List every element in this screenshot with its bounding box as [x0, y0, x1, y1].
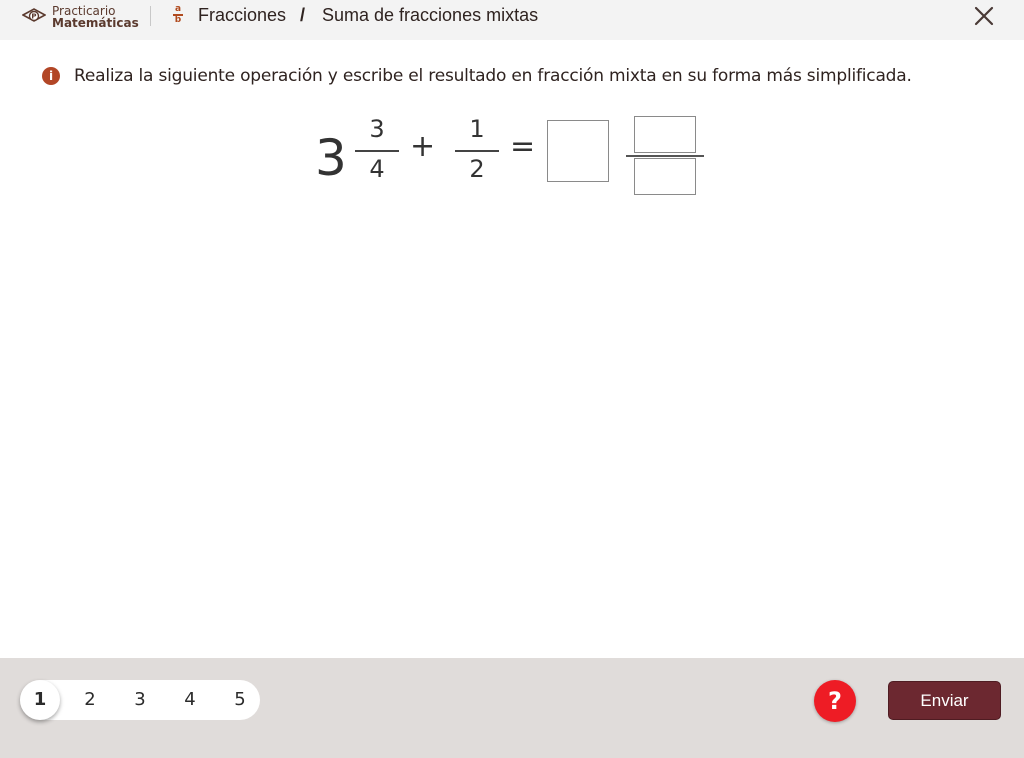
answer-fraction-bar [626, 155, 704, 157]
info-icon-glyph: i [48, 69, 54, 83]
answer-whole-input[interactable] [547, 120, 609, 182]
send-button[interactable]: Enviar [888, 681, 1001, 720]
page-item-1[interactable]: 1 [20, 680, 60, 720]
fraction-a-denominator: 4 [369, 155, 385, 183]
app-logo [22, 3, 139, 31]
plus-operator: + [410, 129, 436, 164]
breadcrumb-topic[interactable]: Fracciones [198, 5, 287, 25]
instruction-text: Realiza la siguiente operación y escribe el resultado en fracción mixta en su forma más simplificada. [74, 66, 912, 86]
question-pager [20, 680, 260, 720]
close-icon [972, 4, 996, 28]
mixed-whole-number: 3 [315, 129, 347, 187]
fraction-b-denominator: 2 [469, 155, 485, 183]
fraction-b-numerator: 1 [469, 115, 485, 143]
fraction-icon [171, 4, 185, 26]
equals-operator: = [510, 129, 536, 164]
page-item-3[interactable]: 3 [134, 689, 146, 710]
close-button[interactable] [972, 4, 996, 28]
fraction-a-numerator: 3 [369, 115, 385, 143]
answer-denominator-input[interactable] [634, 158, 696, 195]
fraction-icon-numerator: a [174, 4, 182, 14]
breadcrumb-lesson: Suma de fracciones mixtas [322, 5, 539, 25]
info-icon [42, 67, 60, 85]
page-item-5[interactable]: 5 [234, 689, 246, 710]
fraction-a-bar [355, 150, 399, 152]
logo-title-line2: Matemáticas [52, 16, 139, 30]
help-button[interactable]: ? [814, 680, 856, 722]
answer-numerator-input[interactable] [634, 116, 696, 153]
breadcrumb-separator: / [300, 5, 306, 25]
logo-icon [22, 7, 46, 27]
fraction-icon-denominator: b [174, 15, 182, 25]
svg-text:P: P [31, 12, 37, 21]
page-item-2[interactable]: 2 [84, 689, 96, 710]
page-item-4[interactable]: 4 [184, 689, 196, 710]
top-bar [0, 0, 1024, 40]
fraction-b-bar [455, 150, 499, 152]
header-divider [150, 6, 151, 26]
bottom-bar [0, 658, 1024, 758]
logo-title-line1: Practicario [52, 4, 116, 18]
